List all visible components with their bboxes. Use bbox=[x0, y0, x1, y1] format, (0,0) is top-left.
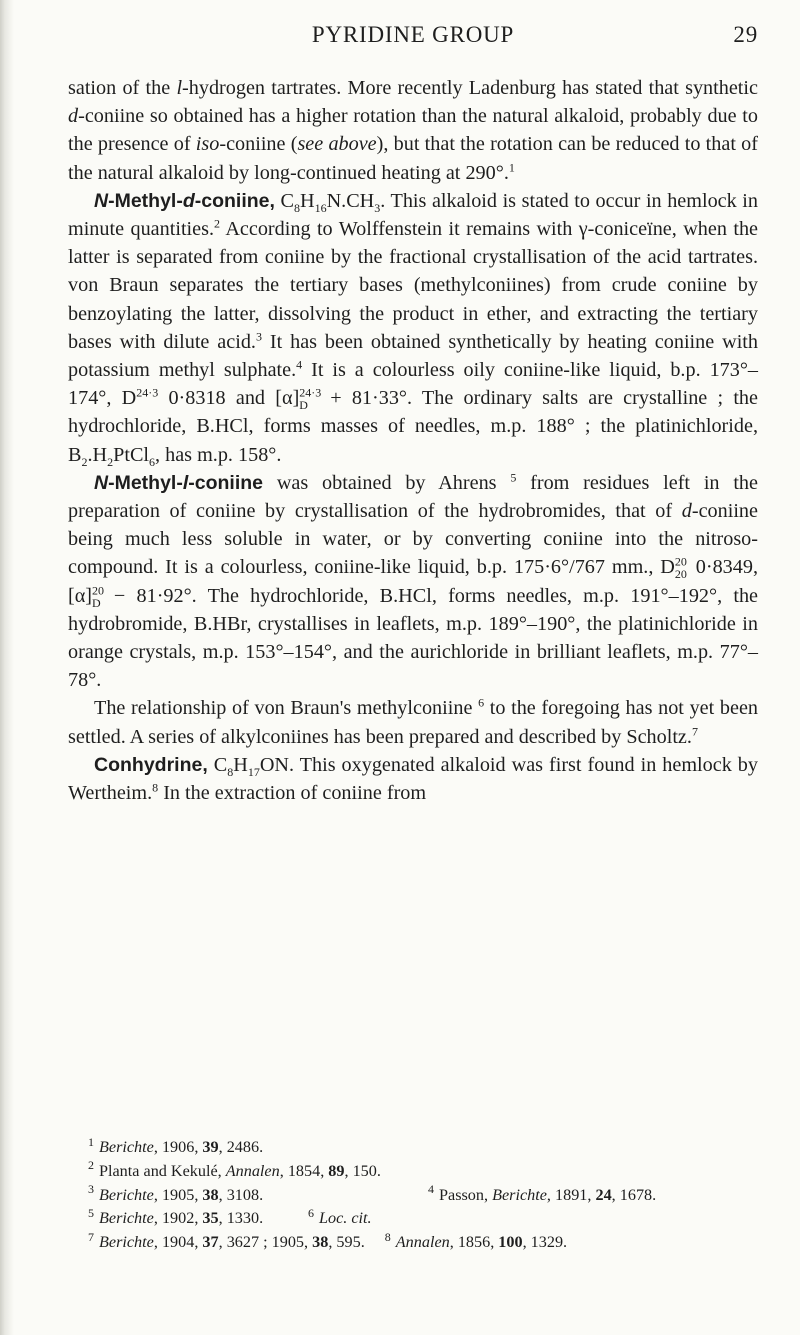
heading-n-methyl-d-coniine: N-Methyl-d-coniine, bbox=[94, 189, 275, 212]
heading-conhydrine: Conhydrine, bbox=[94, 753, 208, 776]
footnote-8: $^8$ Annalen, 1856, 100, 1329. bbox=[384, 1229, 568, 1252]
paragraph-relationship: The relationship of von Braun's methylconiine $^6$ to the foregoing has not yet been settled. A series of alkylconiines has been prepared and described by Scholtz.$^7$ bbox=[68, 695, 758, 748]
body-text bbox=[68, 74, 758, 807]
footnote-2: $^2$ Planta and Kekulé, Annalen, 1854, 89, 150. bbox=[88, 1158, 381, 1180]
page-number: 29 bbox=[733, 22, 758, 47]
footnote-row-5-6 bbox=[88, 1207, 758, 1231]
paragraph-n-methyl-l-coniine: N-Methyl-l-coniine was obtained by Ahrens $^5$ from residues left in the preparation of coniine by crystallisation of the hydrobromides, that of d-coniine being much less soluble in water, or by converting coniine into the nitroso-compound. It is a colourless, coniine-like liquid, b.p. 175·6°/767 mm., $D^{20}_{20}$ 0·8349, $[\alpha]^{20}_D - 81\cdot 92^\circ$. The hydrochloride, B.HCl, forms needles, m.p. 191°–192°, the hydrobromide, B.HBr, crystallises in leaflets, m.p. 189°–190°, the platinichloride in orange crystals, m.p. 153°–154°, and the aurichloride in brilliant leaflets, m.p. 77°–78°. bbox=[68, 470, 758, 692]
running-title: PYRIDINE GROUP bbox=[311, 22, 515, 47]
footnote-1: $^1$ Berichte, 1906, 39, 2486. bbox=[88, 1134, 264, 1156]
footnote-4: $^4$ Passon, Berichte, 1891, 24, 1678. bbox=[428, 1182, 657, 1204]
footnote-row-3-4 bbox=[88, 1184, 758, 1208]
footnote-row-7-8 bbox=[88, 1231, 758, 1255]
page-header bbox=[68, 22, 758, 56]
footnote-3: $^3$ Berichte, 1905, 38, 3108. bbox=[88, 1182, 264, 1204]
footnote-6: $^6$ Loc. cit. bbox=[308, 1206, 372, 1228]
footnote-5: $^5$ Berichte, 1902, 35, 1330. bbox=[88, 1206, 264, 1228]
footnote-7: $^7$ Berichte, 1904, 37, 3627 ; 1905, 38, 595. bbox=[88, 1229, 365, 1252]
page-edge-shadow bbox=[0, 0, 14, 1335]
paragraph-n-methyl-d-coniine: N-Methyl-d-coniine, $C_8H_{16}N.CH_3$. This alkaloid is stated to occur in hemlock in minute quantities.$^2$ According to Wolffenstein it remains with γ-coniceïne, when the latter is separated from coniine by the fractional crystallisation of the acid tartrates. von Braun separates the tertiary bases (methylconiines) from crude coniine by benzoylating the latter, dissolving the product in ether, and extracting the tertiary bases with dilute acid.$^3$ It has been obtained synthetically by heating coniine with potassium methyl sulphate.$^4$ It is a colourless oily coniine-like liquid, b.p. 173°–174°, $D^{24\cdot 3}$ 0·8318 and $[\alpha]^{24\cdot 3}_D + 81\cdot 33^\circ$. The ordinary salts are crystalline ; the hydrochloride, B.HCl, forms masses of needles, m.p. 188° ; the platinichloride, $B_2.H_2PtCl_6$, has m.p. 158°. bbox=[68, 189, 759, 469]
paragraph-conhydrine: Conhydrine, $C_8H_{17}ON$. This oxygenated alkaloid was first found in hemlock by Wertheim.$^8$ In the extraction of coniine from bbox=[68, 753, 758, 805]
footnotes bbox=[88, 1136, 758, 1255]
paragraph-1: sation of the l-hydrogen tartrates. More recently Ladenburg has stated that synthetic d-coniine so obtained has a higher rotation than the natural alkaloid, probably due to the presence of iso-coniine (see above), but that the rotation can be reduced to that of the natural alkaloid by long-continued heating at 290°.$^1$ bbox=[68, 77, 758, 184]
heading-n-methyl-l-coniine: N-Methyl-l-coniine bbox=[94, 471, 264, 494]
